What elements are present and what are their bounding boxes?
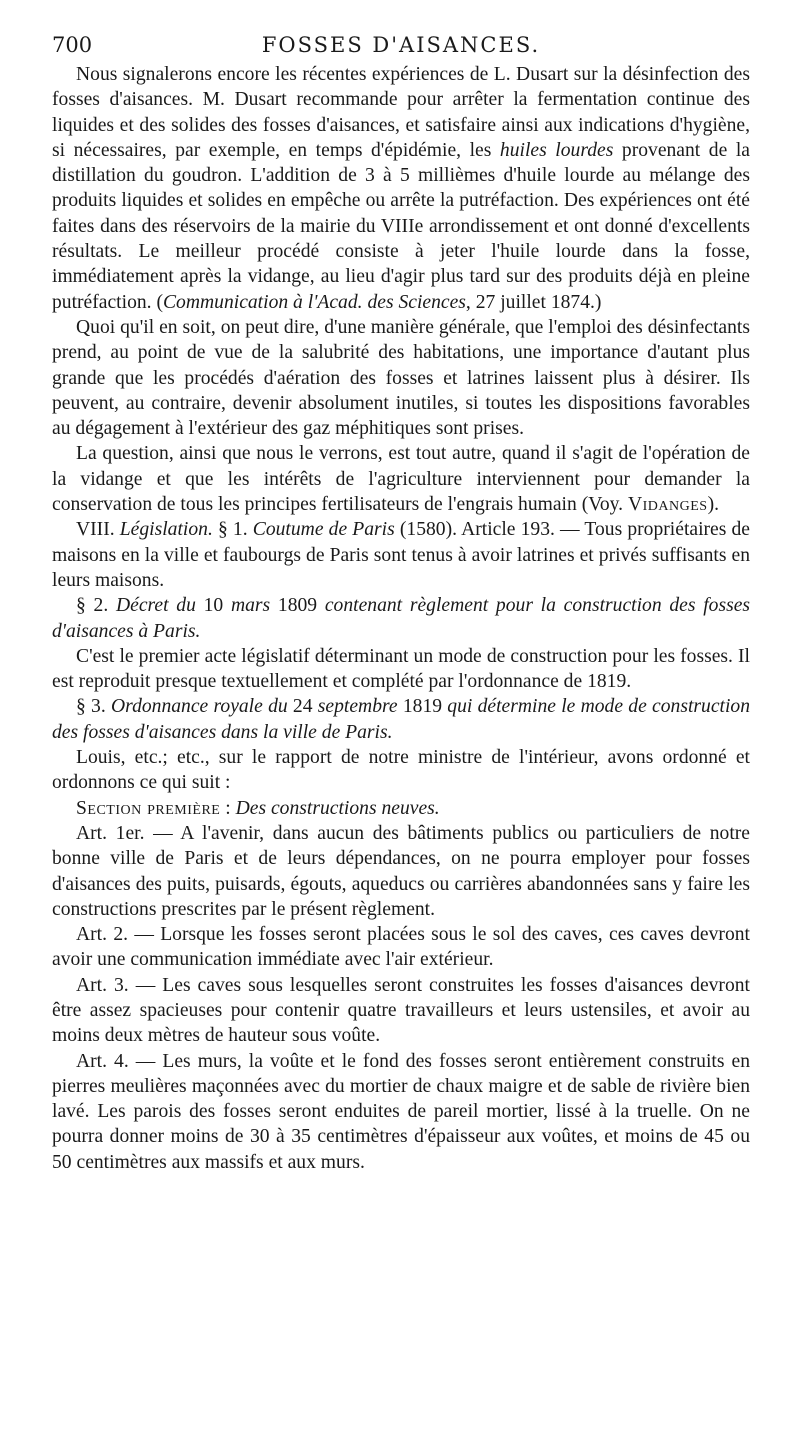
running-title: FOSSES D'AISANCES. [261,33,541,57]
paragraph-louis: Louis, etc.; etc., sur le rapport de notre ministre de l'intérieur, avons ordonné et ordonnons ce qui suit : [52,747,750,794]
page-body [52,62,750,1175]
page-header [52,30,750,60]
article-1: Art. 1er. — A l'avenir, dans aucun des bâtiments publics ou particuliers de notre bonne ville de Paris et de leurs dépendances, on ne pourra employer pour fosses d'aisances des puits, puisards, égouts, aqueducs ou carrières abandonnées sans y faire les constructions prescrites par le présent règlement. [52,822,750,920]
article-2: Art. 2. — Lorsque les fosses seront placées sous le sol des caves, ces caves devront avoir une communication immédiate avec l'air extérieur. [52,924,750,971]
paragraph-desinfectants: Quoi qu'il en soit, on peut dire, d'une manière générale, que l'emploi des désinfectants prend, au point de vue de la salubrité des habitations, une importance d'autant plus grande que les procédés d'aération des fosses et latrines laissent plus à désirer. Ils peuvent, au contraire, devenir absolument inutiles, si toutes les dispositions favorables au dégagement à l'extérieur des gaz méphitiques sont prises. [52,316,750,440]
paragraph-dusart: Nous signalerons encore les récentes expériences de L. Dusart sur la désinfection des fosses d'aisances. M. Dusart recommande pour arrêter la fermentation continue des liquides et des solides des fosses d'aisances, et satisfaire ainsi aux indications d'hygiène, si nécessaires, par exemple, en temps d'épidémie, les huiles lourdes provenant de la distillation du goudron. L'addition de 3 à 5 millièmes d'huile lourde au mélange des produits liquides et solides en empêche ou arrête la putréfaction. Des expériences ont été faites dans des réservoirs de la mairie du VIIIe arrondissement et ont donné d'excellents résultats. Le meilleur procédé consiste à jeter l'huile lourde dans la fosse, immédiatement après la vidange, au lieu d'agir plus tard sur des produits déjà en pleine putréfaction. (Communication à l'Acad. des Sciences, 27 juillet 1874.) [52,64,750,313]
paragraph-decret-1809: § 2. Décret du 10 mars 1809 contenant règlement pour la construction des fosses d'aisances à Paris. [52,595,751,642]
article-3: Art. 3. — Les caves sous lesquelles seront construites les fosses d'aisances devront être assez spacieuses pour contenir quatre travailleurs et leurs ustensiles, et avoir au moins deux mètres de hauteur sous voûte. [52,974,750,1047]
article-4: Art. 4. — Les murs, la voûte et le fond des fosses seront entièrement construits en pierres meulières maçonnées avec du mortier de chaux maigre et de sable de rivière bien lavé. Les parois des fosses seront enduites de pareil mortier, lissé à la truelle. On ne pourra donner moins de 30 à 35 centimètres d'épaisseur aux voûtes, et moins de 45 ou 50 centimètres aux massifs et aux murs. [52,1050,750,1173]
paragraph-vidange: La question, ainsi que nous le verrons, est tout autre, quand il s'agit de l'opération de la vidange et que les intérêts de l'agriculture interviennent pour demander la conservation de tous les principes fertilisateurs de l'engrais humain (Voy. Vidanges). [52,443,750,516]
paragraph-ordonnance-1819: § 3. Ordonnance royale du 24 septembre 1819 qui détermine le mode de construction des fosses d'aisances dans la ville de Paris. [52,696,750,743]
section-heading: Section première : Des constructions neuves. [76,797,440,819]
page-number: 700 [52,33,93,57]
paragraph-premier-acte: C'est le premier acte législatif déterminant un mode de construction pour les fosses. Il est reproduit presque textuellement et complété par l'ordonnance de 1819. [52,645,750,693]
paragraph-legislation: VIII. Législation. § 1. Coutume de Paris (1580). Article 193. — Tous propriétaires de maisons en la ville et faubourgs de Paris sont tenus à avoir latrines et privés suffisants en leurs maisons. [52,519,751,591]
